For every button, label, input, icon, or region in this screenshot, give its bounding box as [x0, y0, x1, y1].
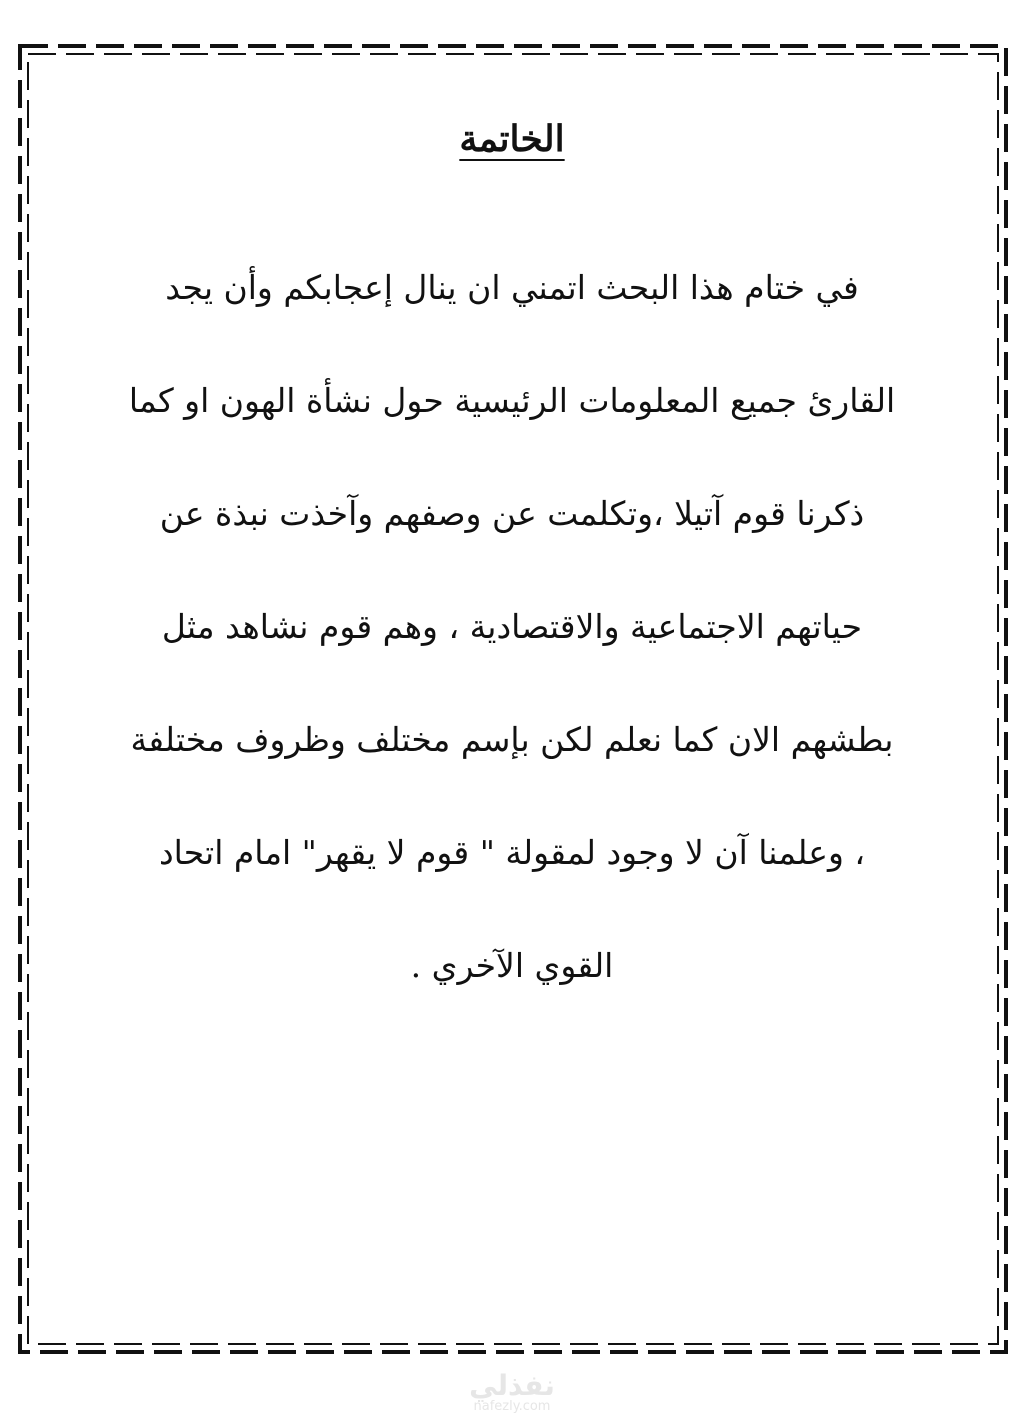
watermark-logo-text: نفذلي: [469, 1369, 555, 1402]
watermark: [0, 1369, 1024, 1414]
paragraph-line: ذكرنا قوم آتيلا ،وتكلمت عن وصفهم وآخذت نبذة عن: [159, 494, 865, 533]
paragraph-line: ، وعلمنا آن لا وجود لمقولة " قوم لا يقهر" امام اتحاد: [158, 833, 866, 872]
conclusion-paragraph: [100, 252, 924, 1043]
paragraph-line: القارئ جميع المعلومات الرئيسية حول نشأة الهون او كما: [128, 381, 896, 420]
paragraph-line: بطشهم الان كما نعلم لكن بإسم مختلف وظروف مختلفة: [130, 720, 894, 759]
paragraph-line: حياتهم الاجتماعية والاقتصادية ، وهم قوم نشاهد مثل: [161, 607, 863, 646]
page-title-text: الخاتمة: [459, 118, 565, 160]
paragraph-line: القوي الآخري .: [410, 946, 614, 985]
paragraph-line: في ختام هذا البحث اتمني ان ينال إعجابكم وأن يجد: [165, 268, 859, 307]
page-title: [0, 118, 1024, 160]
watermark-url: nafezly.com: [473, 1399, 551, 1414]
